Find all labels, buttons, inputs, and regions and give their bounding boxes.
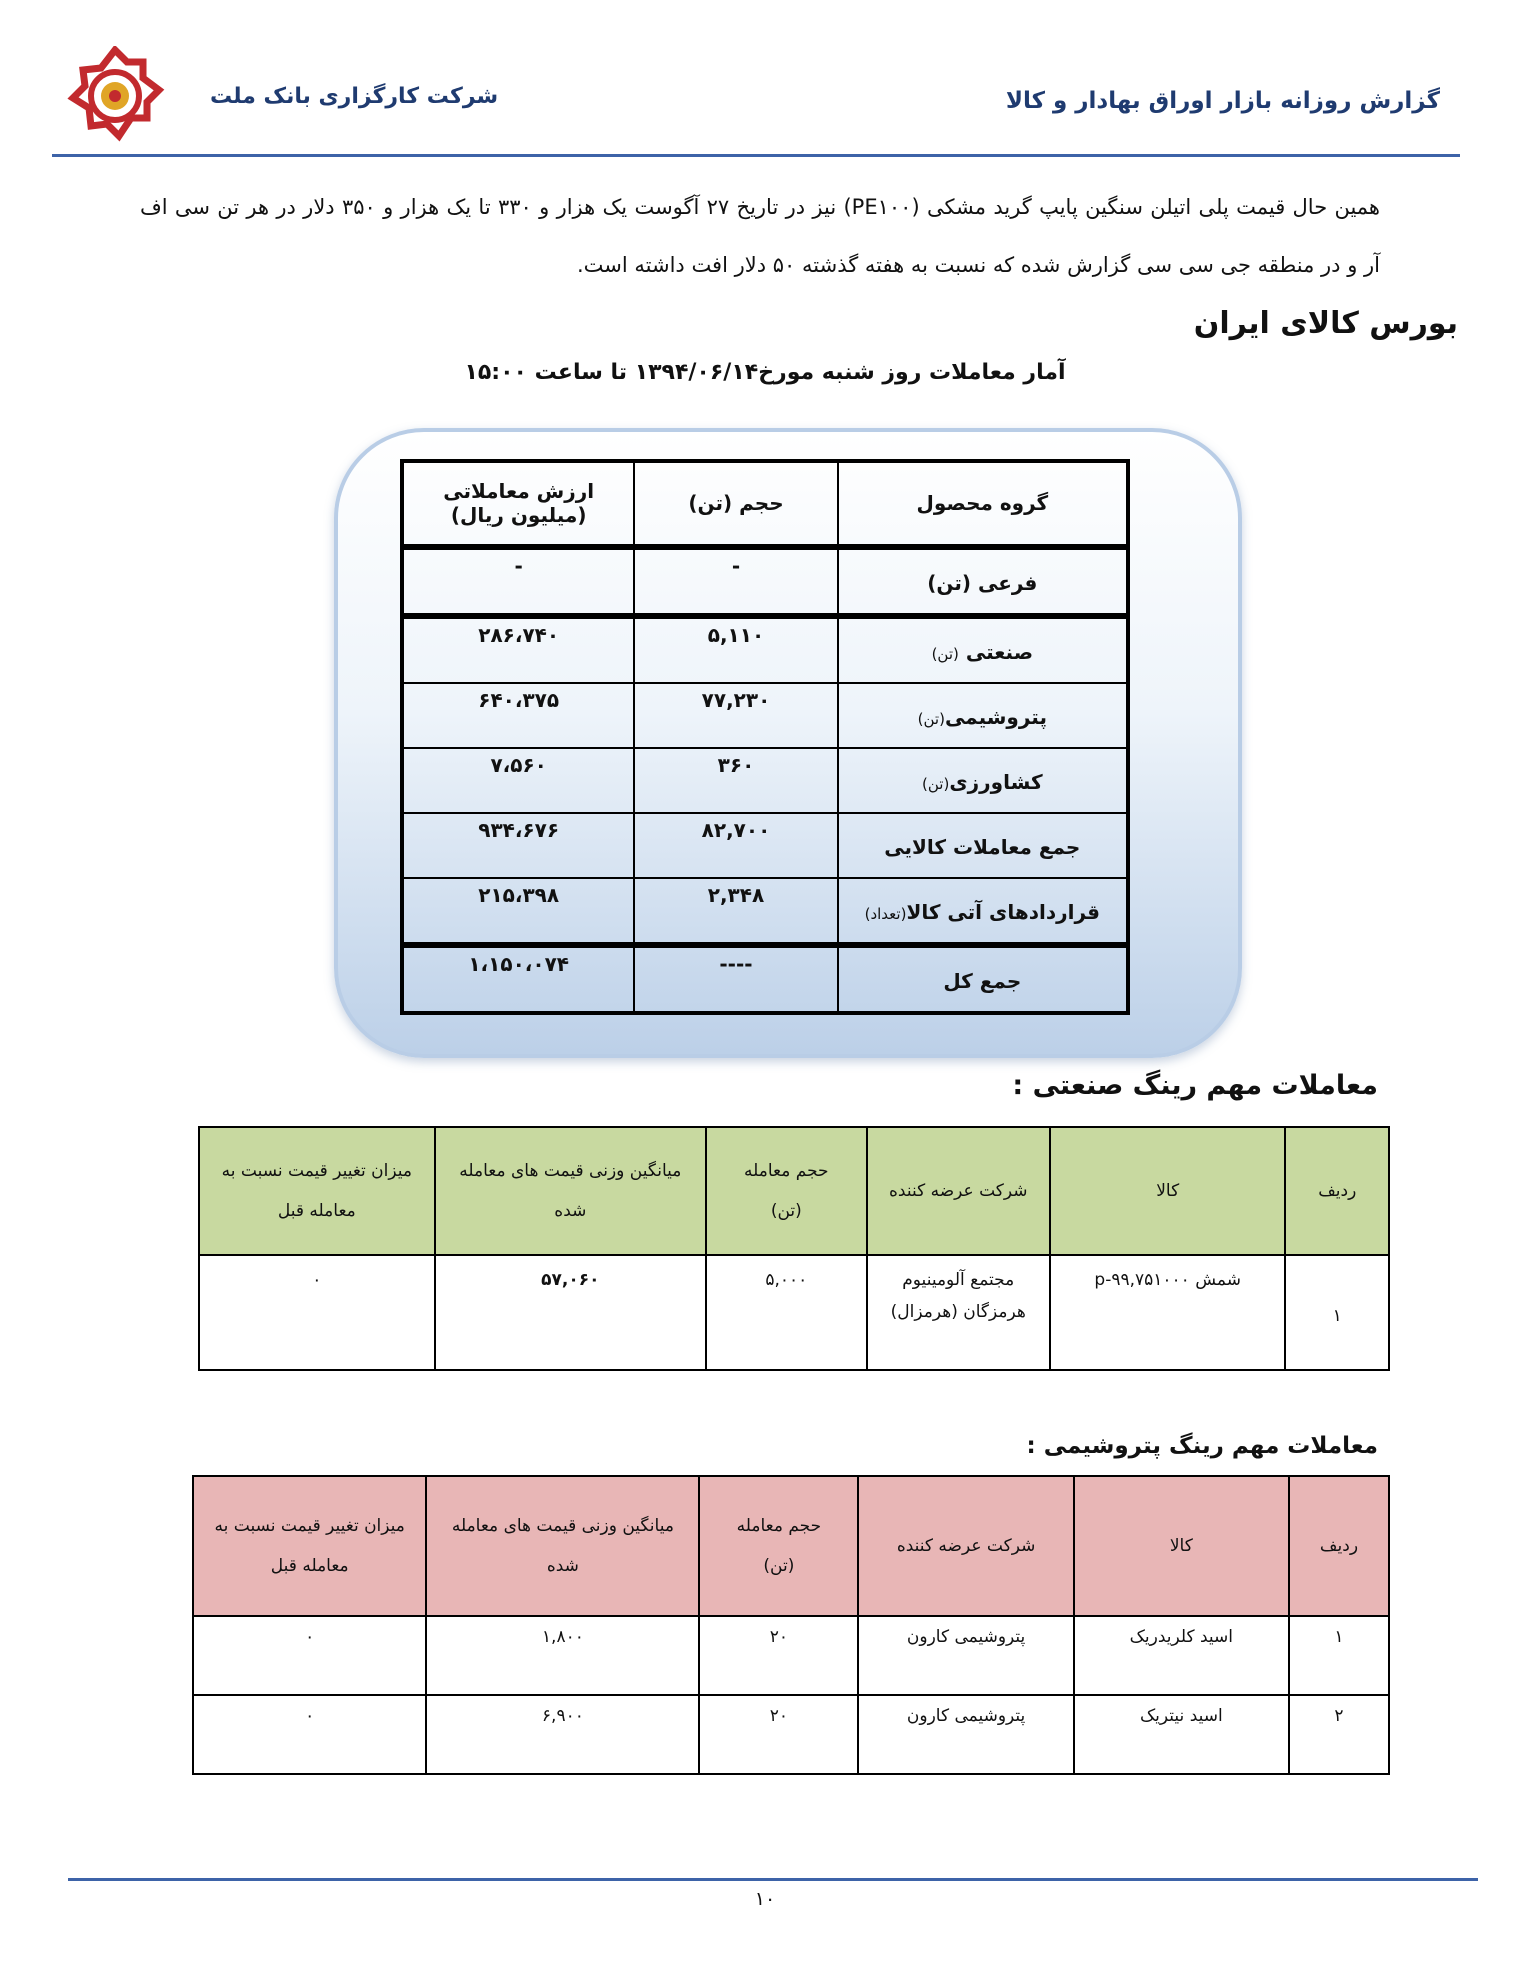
table-row [402,547,1128,616]
table-row [402,813,1128,878]
row-group: صنعتی (تن) [838,616,1128,683]
table-row [402,616,1128,683]
cell-avg-price: ۵۷,۰۶۰ [435,1255,706,1370]
cell-commodity: اسید کلریدریک [1074,1616,1289,1695]
cell-supplier: مجتمع آلومینیوم هرمزگان (هرمزال) [867,1255,1050,1370]
row-group: جمع کل [838,945,1128,1013]
cell-avg-price: ۶,۹۰۰ [426,1695,699,1774]
cell-volume: ۲۰ [699,1695,858,1774]
section-title: بورس کالای ایران [1193,306,1458,341]
table-header-row [199,1127,1389,1255]
stats-caption: آمار معاملات روز شنبه مورخ۱۳۹۴/۰۶/۱۴ تا ساعت ۱۵:۰۰ [464,360,1066,385]
table-row [402,878,1128,945]
header-volume: حجم معامله (تن) [706,1127,867,1255]
cell-supplier: پتروشیمی کارون [858,1616,1073,1695]
row-value: ۹۳۴،۶۷۶ [402,813,634,878]
row-group: فرعی (تن) [838,547,1128,616]
header-value: ارزش معاملاتی (میلیون ریال) [402,461,634,547]
cell-row-number: ۱ [1289,1616,1389,1695]
row-group: کشاورزی(تن) [838,748,1128,813]
footer-divider [68,1878,1478,1881]
row-volume: ۵,۱۱۰ [634,616,837,683]
row-group: پتروشیمی(تن) [838,683,1128,748]
cell-row-number: ۲ [1289,1695,1389,1774]
row-group: جمع معاملات کالایی [838,813,1128,878]
header-avg-price: میانگین وزنی قیمت های معامله شده [426,1476,699,1616]
header-divider [52,154,1460,157]
header-commodity: کالا [1074,1476,1289,1616]
intro-paragraph: همین حال قیمت پلی اتیلن سنگین پایپ گرید مشکی (PE۱۰۰) نیز در تاریخ ۲۷ آگوست یک هزار و ۳۳۰ تا یک هزار و ۳۵۰ دلار در هر تن سی اف آر و در منطقه جی سی سی گزارش شده که نسبت به هفته گذشته ۵۰ دلار افت داشته است. [140,195,1381,277]
header-volume: حجم معامله (تن) [699,1476,858,1616]
table-row [193,1695,1389,1774]
header-price-change: میزان تغییر قیمت نسبت به معامله قبل [199,1127,435,1255]
header-avg-price: میانگین وزنی قیمت های معامله شده [435,1127,706,1255]
petrochemical-ring-title: معاملات مهم رینگ پتروشیمی : [1026,1433,1378,1459]
cell-price-change: ۰ [199,1255,435,1370]
industrial-ring-title: معاملات مهم رینگ صنعتی : [1012,1070,1378,1101]
row-value: - [402,547,634,616]
row-volume: - [634,547,837,616]
row-value: ۷،۵۶۰ [402,748,634,813]
page-number: ۱۰ [754,1888,776,1910]
table-row [402,748,1128,813]
table-header-row [193,1476,1389,1616]
row-volume: ۳۶۰ [634,748,837,813]
bank-mellat-logo-icon [64,46,166,146]
industrial-ring-table [198,1126,1390,1371]
row-value: ۲۱۵،۳۹۸ [402,878,634,945]
petrochemical-ring-table [192,1475,1390,1775]
header-group: گروه محصول [838,461,1128,547]
cell-volume: ۲۰ [699,1616,858,1695]
table-row [199,1255,1389,1370]
row-volume: ۸۲,۷۰۰ [634,813,837,878]
company-name: شرکت کارگزاری بانک ملت [210,84,499,109]
cell-commodity: اسید نیتریک [1074,1695,1289,1774]
table-row [402,945,1128,1013]
cell-commodity: شمش p-۹۹,۷۵۱۰۰۰ [1050,1255,1286,1370]
header-price-change: میزان تغییر قیمت نسبت به معامله قبل [193,1476,426,1616]
row-volume: ---- [634,945,837,1013]
row-group: قراردادهای آتی کالا(تعداد) [838,878,1128,945]
header-row-number: ردیف [1285,1127,1389,1255]
cell-price-change: ۰ [193,1616,426,1695]
header-supplier: شرکت عرضه کننده [867,1127,1050,1255]
header-commodity: کالا [1050,1127,1286,1255]
header-row-number: ردیف [1289,1476,1389,1616]
cell-avg-price: ۱,۸۰۰ [426,1616,699,1695]
row-value: ۱،۱۵۰،۰۷۴ [402,945,634,1013]
cell-row-number: ۱ [1285,1255,1389,1370]
row-volume: ۷۷,۲۳۰ [634,683,837,748]
header-volume: حجم (تن) [634,461,837,547]
table-row [193,1616,1389,1695]
table-row [402,683,1128,748]
row-value: ۲۸۶،۷۴۰ [402,616,634,683]
header-supplier: شرکت عرضه کننده [858,1476,1073,1616]
row-value: ۶۴۰،۳۷۵ [402,683,634,748]
cell-volume: ۵,۰۰۰ [706,1255,867,1370]
row-volume: ۲,۳۴۸ [634,878,837,945]
cell-price-change: ۰ [193,1695,426,1774]
summary-table [400,459,1130,1015]
report-title: گزارش روزانه بازار اوراق بهادار و کالا [1005,88,1440,114]
cell-supplier: پتروشیمی کارون [858,1695,1073,1774]
